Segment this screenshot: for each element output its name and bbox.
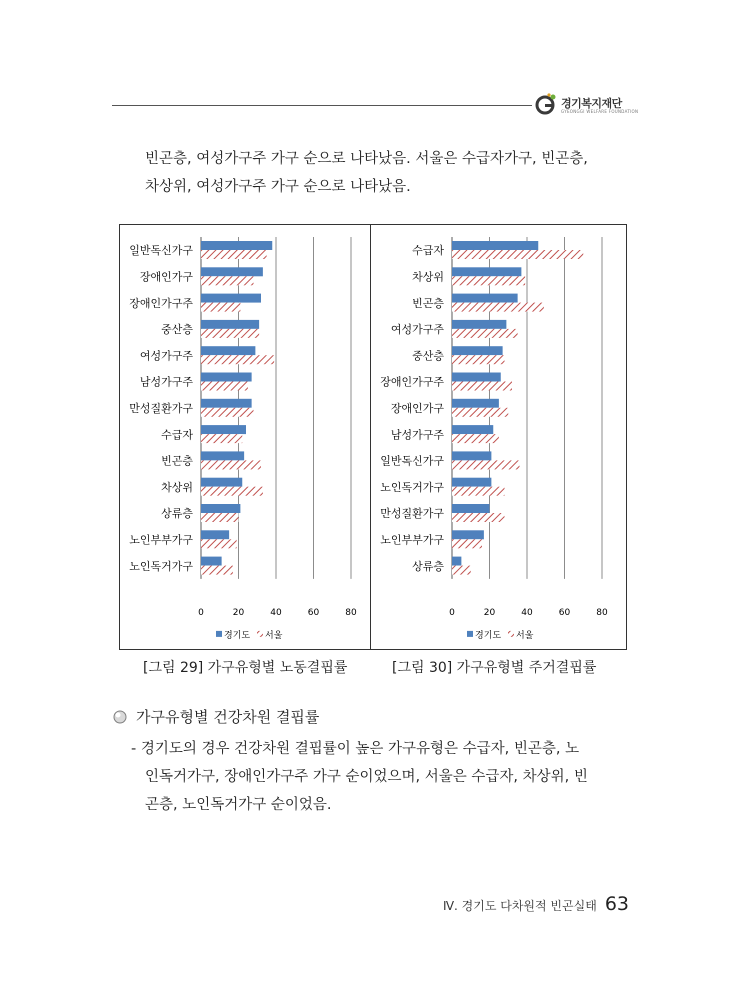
x-tick-label: 60 [307, 607, 320, 618]
bar-seoul [452, 276, 525, 285]
bar-gyeonggi [201, 504, 240, 513]
category-label: 만성질환가구 [129, 401, 193, 415]
category-label: 여성가구주 [390, 323, 444, 337]
bar-gyeonggi [452, 399, 499, 408]
bar-gyeonggi [452, 557, 461, 566]
header-rule [112, 105, 532, 106]
bar-gyeonggi [452, 346, 503, 355]
category-label: 여성가구주 [139, 349, 193, 363]
legend-label-gyeonggi: 경기도 [224, 630, 251, 641]
x-tick-label: 40 [270, 607, 282, 618]
bar-seoul [452, 329, 518, 338]
health-line-3: 곤층, 노인독거가구 순이었음. [145, 797, 332, 813]
chart-labor-deprivation [120, 225, 370, 649]
bar-gyeonggi [452, 530, 484, 539]
bar-gyeonggi [201, 399, 252, 408]
category-label: 장애인가구주 [129, 296, 193, 310]
category-label: 중산층 [161, 323, 193, 337]
category-label: 상류층 [161, 507, 193, 521]
org-subtitle: GYEONGGI WELFARE FOUNDATION [561, 109, 639, 114]
bar-gyeonggi [201, 478, 242, 487]
bar-seoul [201, 250, 267, 259]
bar-gyeonggi [201, 320, 259, 329]
bar-gyeonggi [452, 373, 501, 382]
figure-30-caption: [그림 30] 가구유형별 주거결핍률 [392, 660, 597, 676]
bar-seoul [201, 382, 248, 391]
bar-seoul [452, 303, 544, 312]
x-tick-label: 0 [198, 607, 204, 618]
legend-swatch-gyeonggi [216, 631, 222, 637]
bullet-icon [112, 709, 128, 725]
category-label: 장애인가구 [390, 401, 444, 415]
foundation-logo-icon [534, 92, 558, 116]
legend-label-seoul: 서울 [265, 630, 283, 641]
bar-gyeonggi [452, 241, 538, 250]
x-tick-label: 0 [449, 607, 455, 618]
bar-seoul [452, 250, 583, 259]
category-label: 빈곤층 [412, 296, 444, 310]
page-footer [443, 893, 629, 915]
bar-gyeonggi [201, 346, 255, 355]
chart-housing-deprivation [371, 225, 621, 649]
x-tick-label: 60 [558, 607, 571, 618]
bar-seoul [452, 408, 508, 417]
category-label: 수급자 [161, 428, 193, 442]
bar-seoul [452, 355, 505, 364]
bar-gyeonggi [201, 557, 222, 566]
page-number: 63 [604, 893, 629, 915]
bar-seoul [452, 434, 499, 443]
bar-gyeonggi [452, 478, 491, 487]
bar-gyeonggi [201, 373, 252, 382]
org-name: 경기복지재단 [561, 97, 622, 110]
category-label: 장애인가구주 [380, 375, 444, 389]
bar-seoul [201, 355, 274, 364]
bar-seoul [201, 276, 254, 285]
bar-seoul [201, 408, 254, 417]
figure-29-caption: [그림 29] 가구유형별 노동결핍률 [143, 660, 348, 676]
health-line-2: 인독거가구, 장애인가구주 가구 순이었으며, 서울은 수급자, 차상위, 빈 [145, 769, 588, 785]
bar-gyeonggi [201, 267, 263, 276]
bar-seoul [452, 460, 520, 469]
bar-seoul [452, 382, 512, 391]
category-label: 수급자 [412, 244, 444, 258]
x-tick-label: 80 [345, 607, 357, 618]
category-label: 상류층 [412, 559, 444, 573]
bar-seoul [201, 460, 261, 469]
bar-gyeonggi [201, 241, 272, 250]
bar-seoul [201, 513, 239, 522]
category-label: 노인부부가구 [380, 533, 444, 547]
x-tick-label: 20 [483, 607, 496, 618]
category-label: 노인독거가구 [380, 480, 444, 494]
bar-gyeonggi [452, 504, 490, 513]
legend-swatch-seoul [257, 631, 263, 637]
bar-gyeonggi [452, 267, 521, 276]
category-label: 노인독거가구 [129, 559, 193, 573]
bar-seoul [452, 539, 482, 548]
bar-gyeonggi [201, 451, 244, 460]
category-label: 남성가구주 [139, 375, 193, 389]
x-tick-label: 20 [232, 607, 245, 618]
category-label: 차상위 [412, 270, 444, 284]
section-heading: 가구유형별 건강차원 결핍률 [136, 708, 320, 726]
bar-seoul [201, 434, 242, 443]
bar-seoul [452, 513, 505, 522]
bar-seoul [201, 566, 233, 575]
health-line-1: - 경기도의 경우 건강차원 결핍률이 높은 가구유형은 수급자, 빈곤층, 노 [131, 741, 580, 757]
bar-seoul [452, 487, 505, 496]
bar-gyeonggi [201, 294, 261, 303]
bar-gyeonggi [452, 451, 491, 460]
category-label: 노인부부가구 [129, 533, 193, 547]
bar-gyeonggi [201, 425, 246, 434]
legend-swatch-gyeonggi [467, 631, 473, 637]
bar-seoul [452, 566, 471, 575]
x-tick-label: 40 [521, 607, 533, 618]
legend-swatch-seoul [508, 631, 514, 637]
x-tick-label: 80 [596, 607, 608, 618]
legend-label-seoul: 서울 [516, 630, 534, 641]
intro-line-1: 빈곤층, 여성가구주 가구 순으로 나타났음. 서울은 수급자가구, 빈곤층, [145, 151, 588, 167]
bar-gyeonggi [452, 320, 506, 329]
bar-gyeonggi [201, 530, 229, 539]
bar-seoul [201, 539, 237, 548]
category-label: 장애인가구 [139, 270, 193, 284]
footer-chapter: Ⅳ. 경기도 다차원적 빈곤실태 [442, 899, 597, 913]
intro-paragraph [145, 145, 633, 201]
bar-seoul [201, 303, 240, 312]
health-paragraph [131, 735, 633, 819]
category-label: 중산층 [412, 349, 444, 363]
foundation-logo [534, 92, 646, 120]
category-label: 빈곤층 [161, 454, 193, 468]
bar-gyeonggi [452, 294, 518, 303]
bar-seoul [201, 487, 263, 496]
section-heading-row [112, 706, 319, 727]
legend-label-gyeonggi: 경기도 [475, 630, 502, 641]
category-label: 차상위 [161, 480, 193, 494]
category-label: 남성가구주 [390, 428, 444, 442]
bar-seoul [201, 329, 259, 338]
intro-line-2: 차상위, 여성가구주 가구 순으로 나타났음. [145, 179, 411, 195]
category-label: 일반독신가구 [380, 454, 444, 468]
category-label: 만성질환가구 [380, 507, 444, 521]
bar-gyeonggi [452, 425, 493, 434]
category-label: 일반독신가구 [129, 244, 193, 258]
